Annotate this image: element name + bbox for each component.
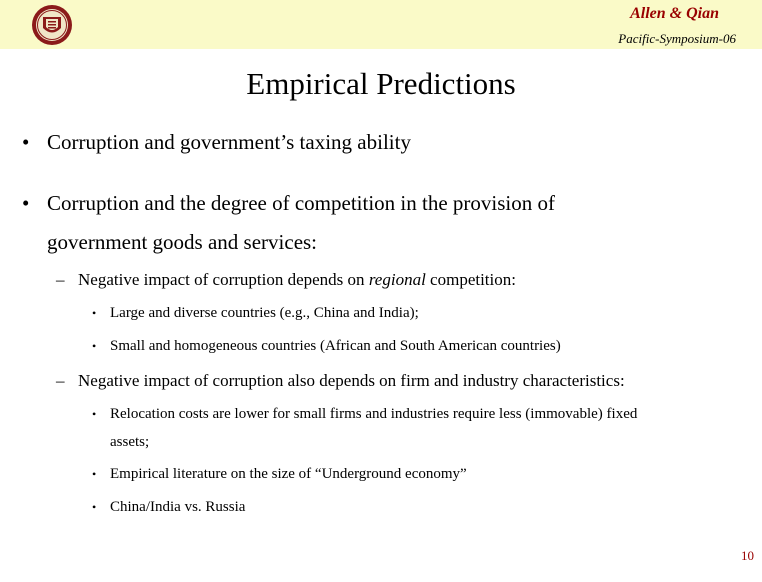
sub-sub-bullet-text: Relocation costs are lower for small firms and industries require less (immovable) fixed xyxy=(110,406,638,422)
university-seal-logo xyxy=(31,4,73,46)
bullet-text: Corruption and the degree of competition in the provision of xyxy=(47,191,555,215)
sub-sub-bullet-text: Large and diverse countries (e.g., China and India); xyxy=(110,305,419,321)
sub-bullet-text-end: competition: xyxy=(425,270,516,289)
bullet-marker: • xyxy=(92,500,97,514)
bullet-marker: • xyxy=(92,339,97,353)
slide-title: Empirical Predictions xyxy=(246,66,516,101)
bullet-marker: • xyxy=(92,306,97,320)
header-authors: Allen & Qian xyxy=(630,5,719,22)
bullet-marker: • xyxy=(92,467,97,481)
bullet-item xyxy=(22,191,555,216)
sub-sub-bullet-text: Empirical literature on the size of “Underground economy” xyxy=(110,466,467,482)
sub-sub-bullet-text-continued: assets; xyxy=(110,434,150,450)
sub-sub-bullet-item xyxy=(92,406,637,423)
header-event: Pacific-Symposium-06 xyxy=(618,31,736,46)
sub-bullet-text-start: Negative impact of corruption depends on xyxy=(78,270,369,289)
sub-bullet-text: Negative impact of corruption also depends on firm and industry characteristics: xyxy=(78,371,625,390)
sub-bullet-emphasis: regional xyxy=(368,270,426,289)
sub-sub-bullet-item xyxy=(92,305,419,322)
sub-sub-bullet-item xyxy=(92,338,561,355)
sub-bullet-item xyxy=(56,270,516,290)
sub-sub-bullet-item xyxy=(92,466,467,483)
dash-marker: – xyxy=(56,270,65,289)
sub-sub-bullet-text: Small and homogeneous countries (African and South American countries) xyxy=(110,338,561,354)
bullet-item xyxy=(22,130,411,155)
dash-marker: – xyxy=(56,371,65,390)
page-number: 10 xyxy=(741,548,754,563)
bullet-marker: • xyxy=(22,191,30,215)
bullet-marker: • xyxy=(92,407,97,421)
sub-sub-bullet-item xyxy=(92,499,245,516)
sub-sub-bullet-text: China/India vs. Russia xyxy=(110,499,246,515)
sub-bullet-item xyxy=(56,371,625,391)
bullet-marker: • xyxy=(22,130,30,154)
bullet-text: Corruption and government’s taxing ability xyxy=(47,130,411,154)
bullet-text-continued: government goods and services: xyxy=(47,230,318,254)
